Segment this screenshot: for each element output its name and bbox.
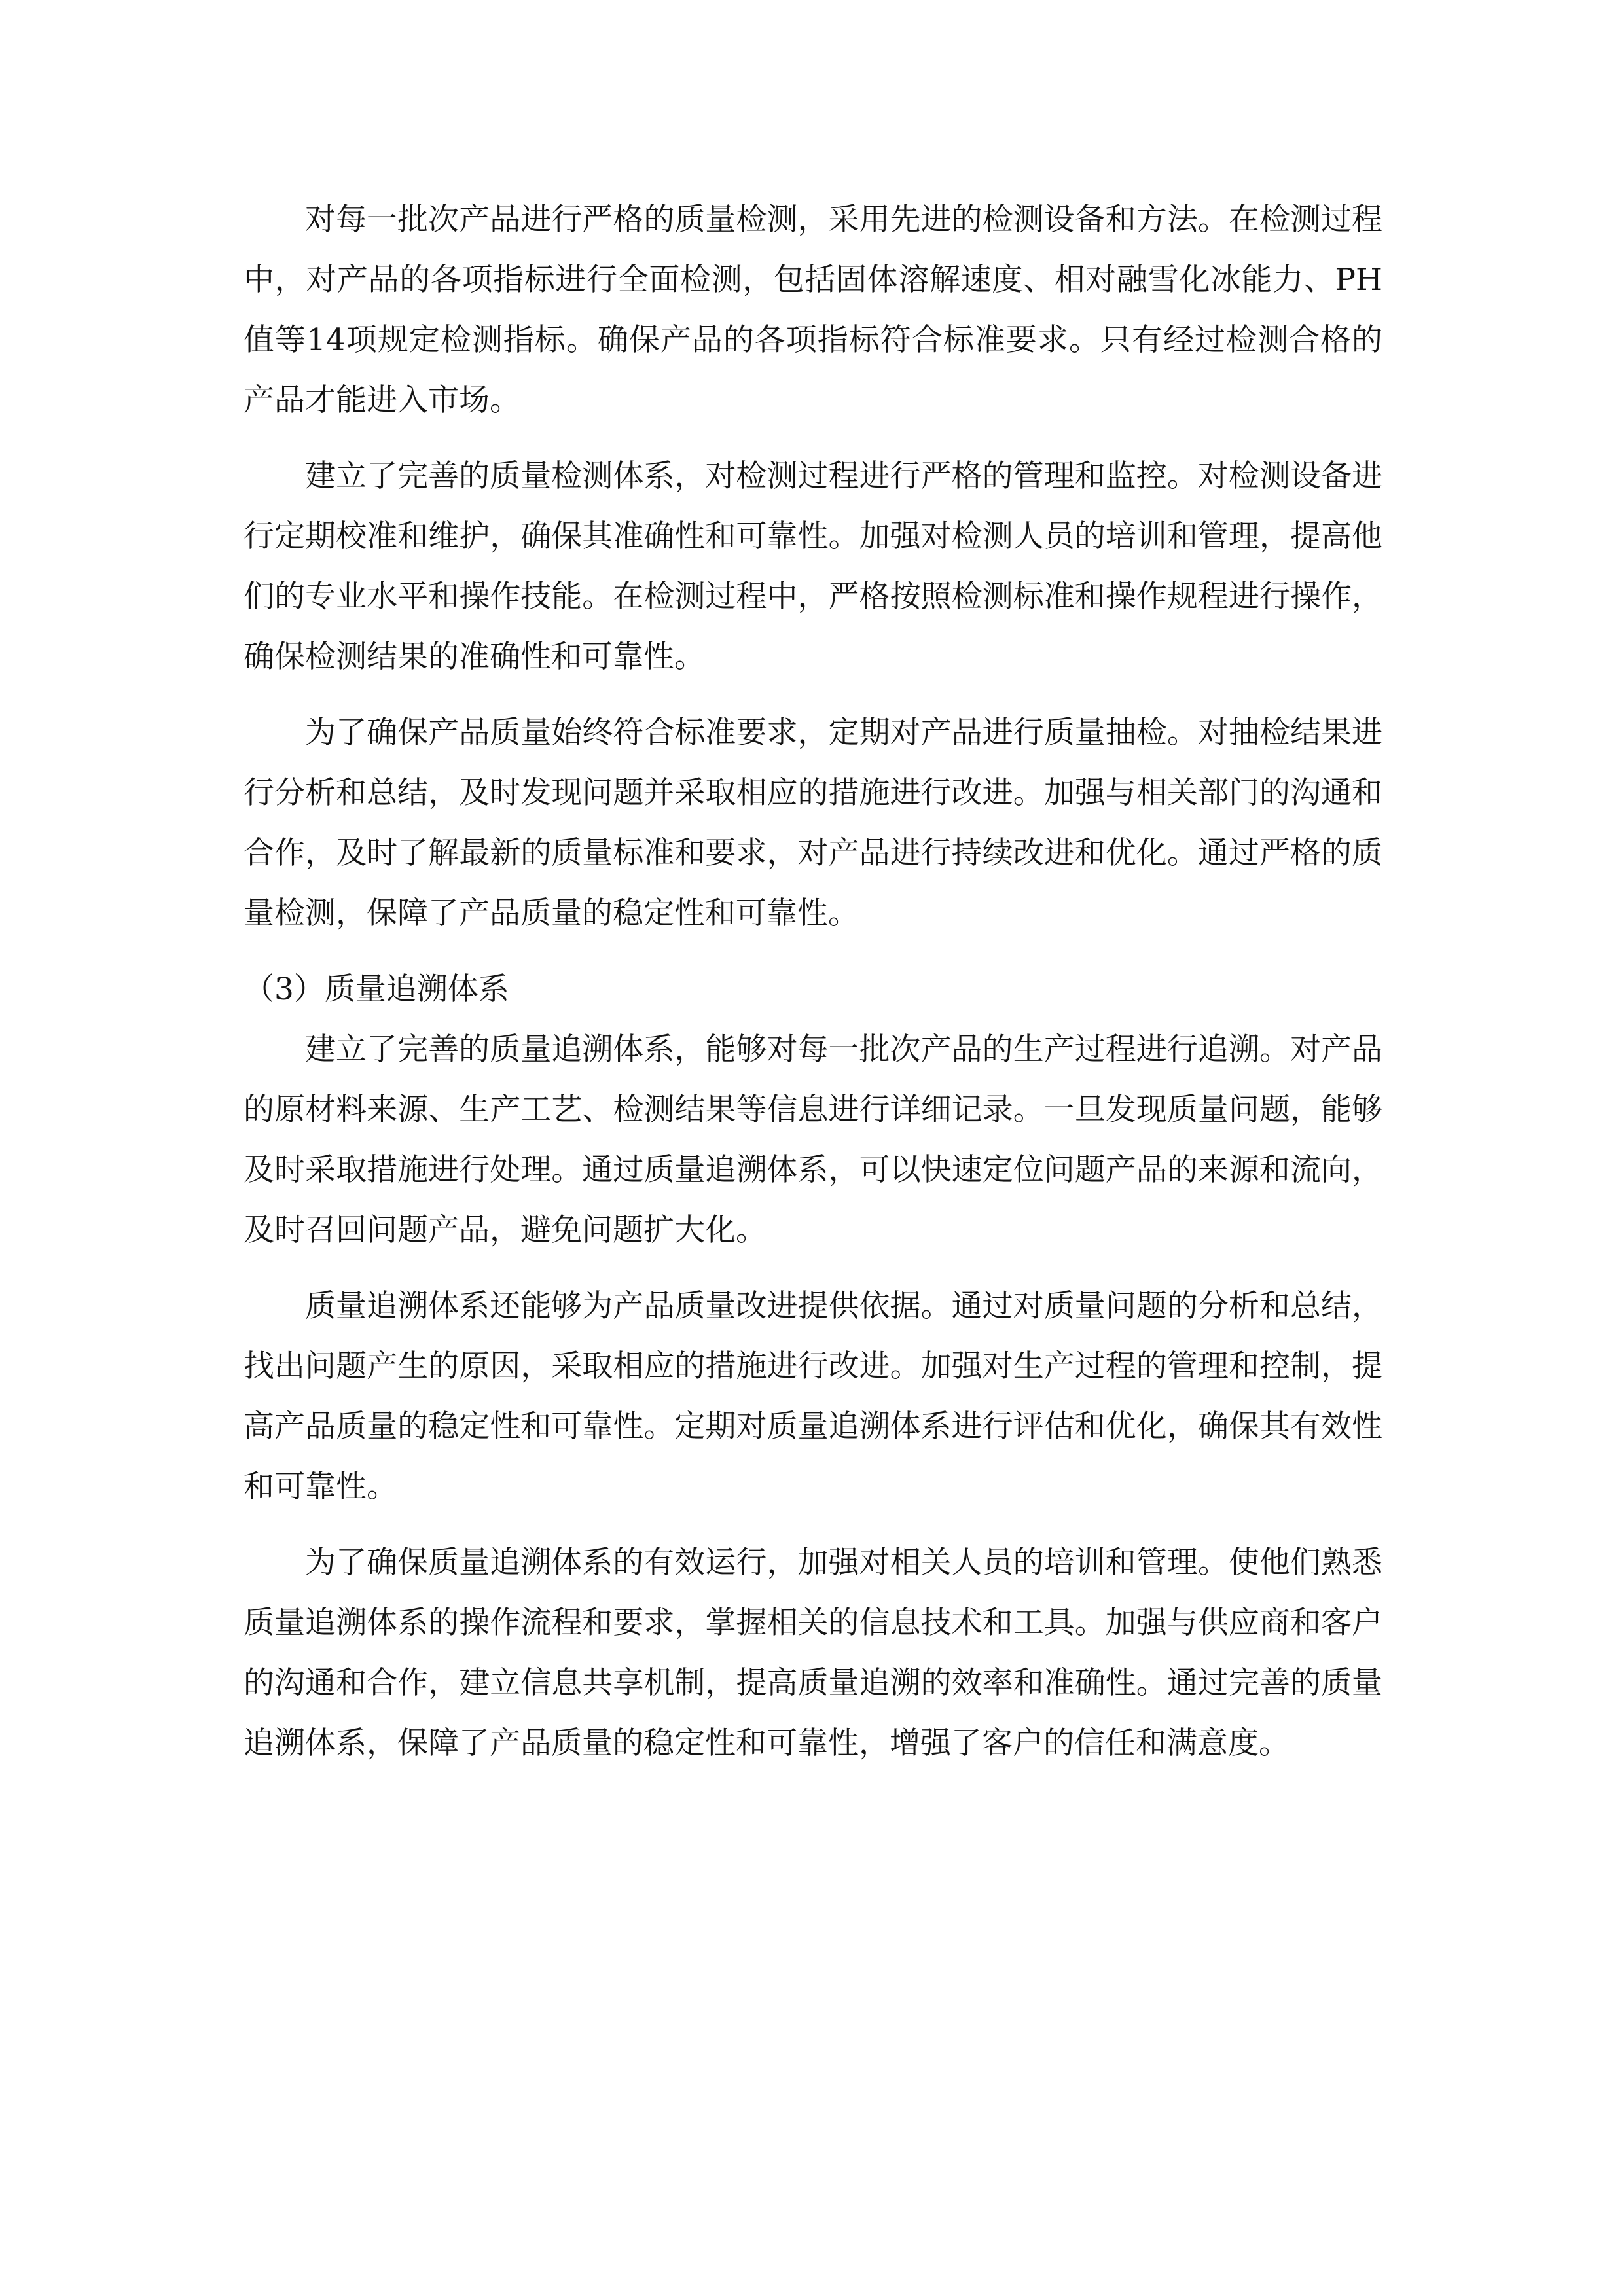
document-body — [244, 190, 1382, 1789]
paragraph-sampling-inspection: 为了确保产品质量始终符合标准要求，定期对产品进行质量抽检。对抽检结果进行分析和总结，及时发现问题并采取相应的措施进行改进。加强与相关部门的沟通和合作，及时了解最新的质量标准和要求，对产品进行持续改进和优化。通过严格的质量检测，保障了产品质量的稳定性和可靠性。 — [244, 715, 1382, 931]
paragraph-traceability-improvement: 质量追溯体系还能够为产品质量改进提供依据。通过对质量问题的分析和总结，找出问题产生的原因，采取相应的措施进行改进。加强对生产过程的管理和控制，提高产品质量的稳定性和可靠性。定期对质量追溯体系进行评估和优化，确保其有效性和可靠性。 — [244, 1288, 1382, 1505]
paragraph-traceability-system: 建立了完善的质量追溯体系，能够对每一批次产品的生产过程进行追溯。对产品的原材料来源、生产工艺、检测结果等信息进行详细记录。一旦发现质量问题，能够及时采取措施进行处理。通过质量追溯体系，可以快速定位问题产品的来源和流向，及时召回问题产品，避免问题扩大化。 — [244, 1031, 1382, 1248]
section-heading-traceability: （3）质量追溯体系 — [244, 971, 509, 1007]
paragraph-quality-inspection: 对每一批次产品进行严格的质量检测，采用先进的检测设备和方法。在检测过程中，对产品的各项指标进行全面检测，包括固体溶解速度、相对融雪化冰能力、PH值等14项规定检测指标。确保产品的各项指标符合标准要求。只有经过检测合格的产品才能进入市场。 — [244, 202, 1382, 418]
paragraph-traceability-operation: 为了确保质量追溯体系的有效运行，加强对相关人员的培训和管理。使他们熟悉质量追溯体系的操作流程和要求，掌握相关的信息技术和工具。加强与供应商和客户的沟通和合作，建立信息共享机制，提高质量追溯的效率和准确性。通过完善的质量追溯体系，保障了产品质量的稳定性和可靠性，增强了客户的信任和满意度。 — [244, 1545, 1382, 1761]
paragraph-inspection-system: 建立了完善的质量检测体系，对检测过程进行严格的管理和监控。对检测设备进行定期校准和维护，确保其准确性和可靠性。加强对检测人员的培训和管理，提高他们的专业水平和操作技能。在检测过程中，严格按照检测标准和操作规程进行操作，确保检测结果的准确性和可靠性。 — [244, 458, 1382, 675]
